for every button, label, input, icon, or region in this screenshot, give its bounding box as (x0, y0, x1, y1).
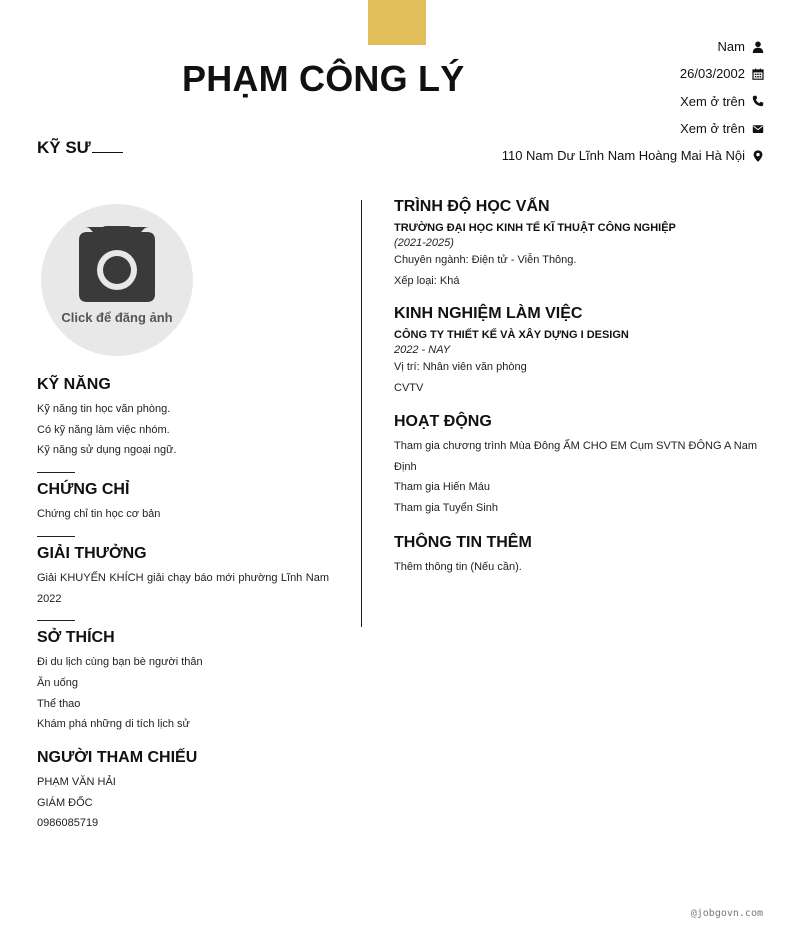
more-info-text: Thêm thông tin (Nếu cần). (394, 560, 522, 573)
experience-company: CÔNG TY THIẾT KẾ VÀ XÂY DỰNG I DESIGN (394, 329, 629, 342)
camera-icon (71, 226, 163, 306)
reference-item: PHẠM VĂN HẢI (37, 776, 116, 789)
certificates-title: CHỨNG CHỈ (37, 481, 130, 499)
contact-address (434, 142, 764, 169)
education-rank: Xếp loại: Khá (394, 274, 460, 287)
location-pin-icon (752, 150, 764, 162)
phone-icon (752, 95, 764, 107)
skills-title: KỸ NĂNG (37, 376, 111, 393)
avatar-upload[interactable] (41, 204, 193, 356)
experience-title: KINH NGHIỆM LÀM VIỆC (394, 305, 583, 323)
skill-item: Có kỹ năng làm việc nhóm. (37, 423, 170, 436)
envelope-icon (752, 123, 764, 135)
activity-item: Tham gia chương trình Mùa Đông ẤM CHO EM Cụm SVTN ĐÔNG A Nam Định (394, 439, 758, 473)
column-divider (361, 200, 362, 627)
education-title: TRÌNH ĐỘ HỌC VẤN (394, 198, 550, 215)
references-title: NGƯỜI THAM CHIẾU (37, 749, 198, 767)
contact-phone (434, 88, 764, 115)
contact-birthdate (434, 60, 764, 87)
activities-title: HOẠT ĐỘNG (394, 412, 492, 430)
experience-position: Vị trí: Nhân viên văn phòng (394, 361, 527, 374)
left-column (37, 204, 329, 834)
gender-text: Nam (717, 39, 745, 55)
experience-note: CVTV (394, 382, 424, 395)
education-major: Chuyên ngành: Điện tử - Viễn Thông. (394, 254, 577, 266)
phone-text: Xem ở trên (680, 93, 745, 109)
activity-item: Tham gia Tuyển Sinh (394, 501, 498, 514)
skill-item: Kỹ năng sử dụng ngoại ngữ. (37, 444, 177, 457)
candidate-name: PHẠM CÔNG LÝ (182, 58, 465, 99)
contact-list (434, 33, 764, 169)
reference-item: GIÁM ĐỐC (37, 796, 93, 809)
calendar-icon (752, 68, 764, 80)
birthdate-text: 26/03/2002 (679, 66, 745, 82)
right-column (394, 198, 764, 577)
avatar-upload-label: Click để đăng ảnh (61, 310, 173, 325)
award-item: Giải KHUYẾN KHÍCH giải chạy báo mới phường Lĩnh Nam 2022 (37, 571, 329, 605)
job-title-blank-line (92, 139, 123, 153)
hobby-item: Ăn uống (37, 676, 78, 689)
email-text: Xem ở trên (680, 121, 745, 137)
hobbies-title: SỞ THÍCH (37, 629, 115, 647)
job-title (37, 138, 123, 158)
hobby-item: Thể thao (37, 697, 81, 710)
address-text: 110 Nam Dư Lĩnh Nam Hoàng Mai Hà Nội (501, 148, 745, 164)
experience-period: 2022 - NAY (394, 344, 451, 357)
activity-item: Tham gia Hiến Máu (394, 481, 490, 494)
education-period: (2021-2025) (394, 237, 454, 249)
contact-email (434, 115, 764, 142)
awards-title: GIẢI THƯỞNG (37, 544, 147, 562)
education-school: TRƯỜNG ĐẠI HỌC KINH TẾ KĨ THUẬT CÔNG NGHIỆP (394, 222, 676, 234)
job-title-text: KỸ SƯ (37, 138, 91, 157)
footer-watermark: @jobgovn.com (690, 908, 763, 919)
reference-item: 0986085719 (37, 817, 99, 830)
hobby-item: Đi du lịch cùng bạn bè người thân (37, 656, 203, 669)
hobby-item: Khám phá những di tích lịch sử (37, 718, 190, 731)
skill-item: Kỹ năng tin học văn phòng. (37, 403, 171, 415)
person-icon (752, 41, 764, 53)
contact-gender (434, 33, 764, 60)
more-info-title: THÔNG TIN THÊM (394, 533, 532, 551)
certificate-item: Chứng chỉ tin học cơ bản (37, 508, 161, 521)
accent-block (368, 0, 426, 45)
